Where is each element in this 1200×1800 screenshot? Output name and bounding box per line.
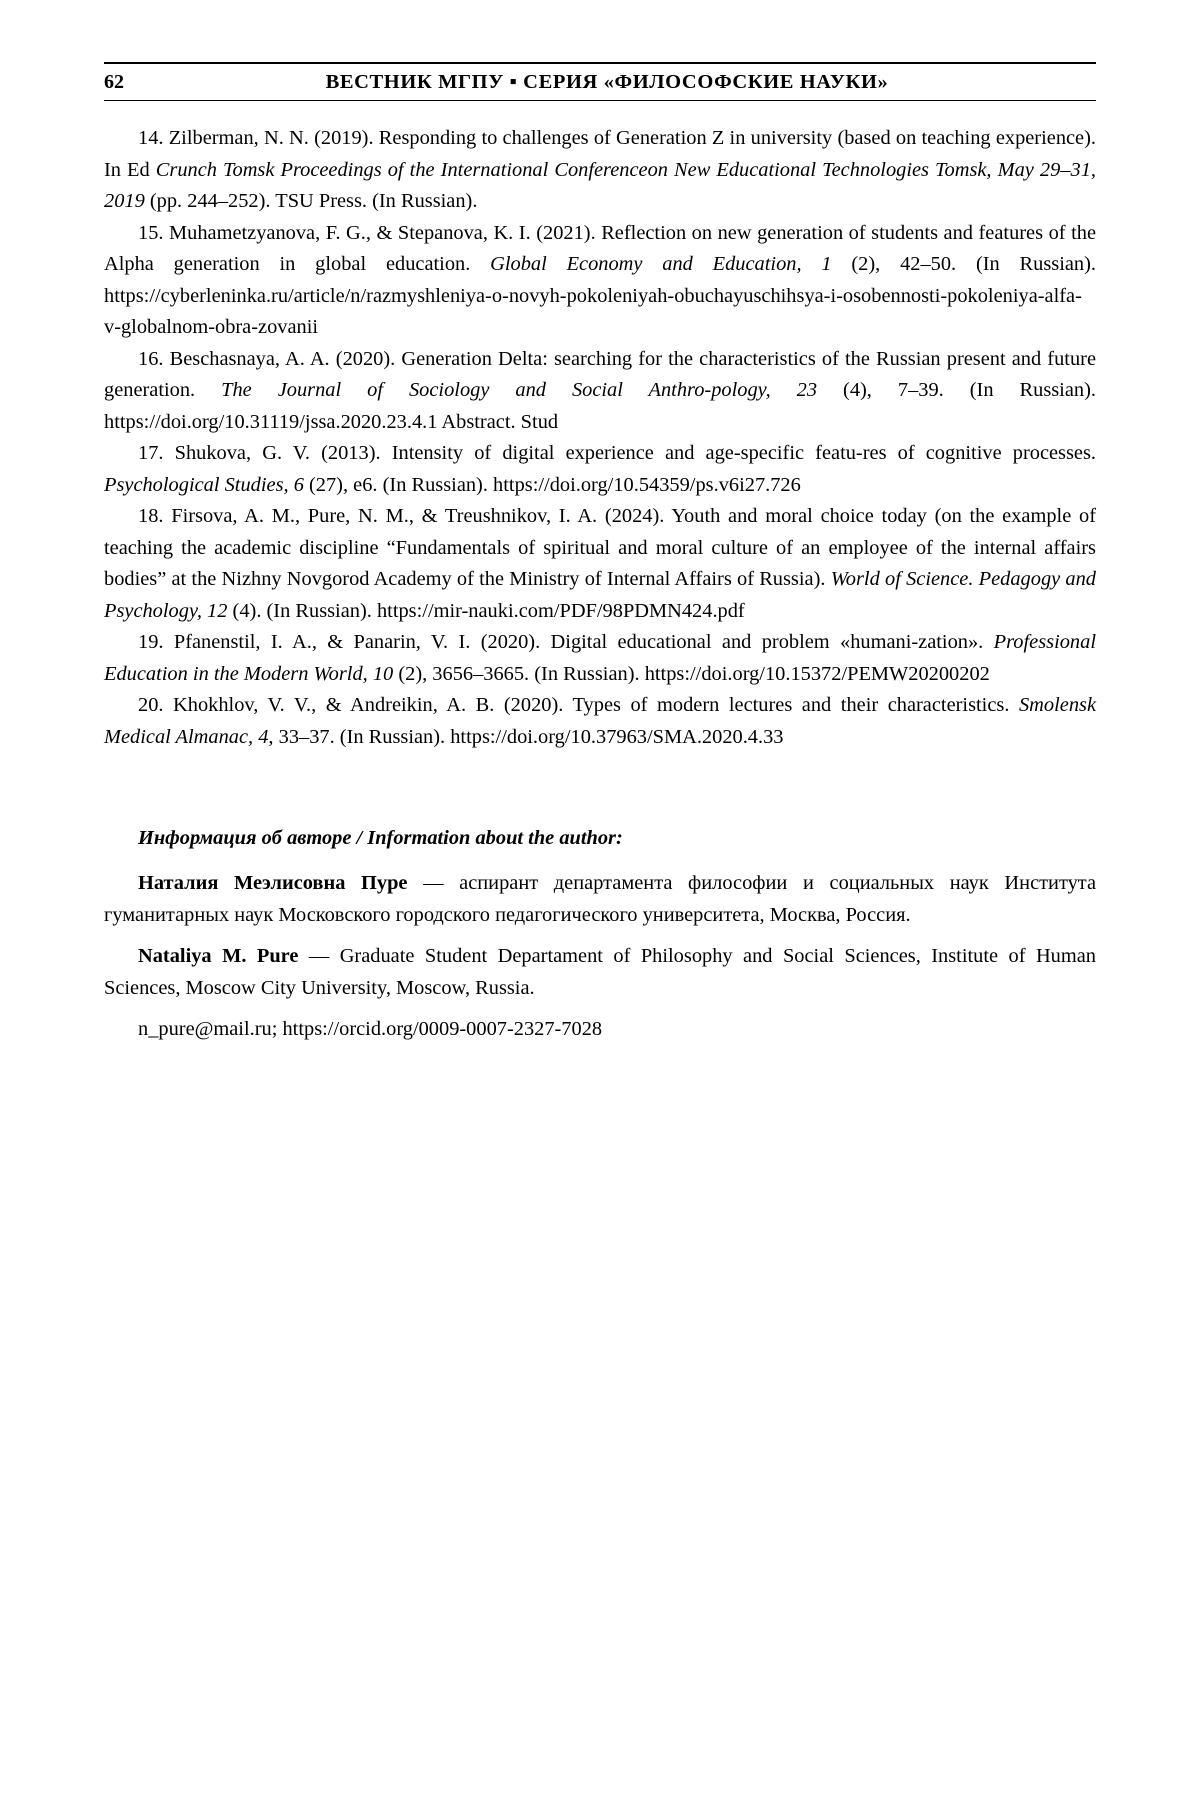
reference-text: 20. Khokhlov, V. V., & Andreikin, A. B. (2020). Types of modern lectures and their characteristics.: [138, 694, 1019, 716]
reference-text: 17. Shukova, G. V. (2013). Intensity of digital experience and age-specific featu-res of cognitive processes.: [138, 442, 1096, 464]
author-name-ru: Наталия Меэлисовна Пуре: [138, 872, 408, 894]
author-name-en: Nataliya M. Pure: [138, 945, 299, 967]
author-affiliation-en: — Graduate Student Departament of Philosophy and Social Sciences, Institute of Human Sciences, Moscow City University, Moscow, Russia.: [104, 945, 1096, 999]
running-head: [104, 64, 1096, 100]
reference-source-title: Global Economy and Education, 1: [490, 253, 832, 275]
reference-item: [104, 501, 1096, 627]
reference-source-title: Crunch Tomsk Proceedings of the International Conferenceon New Educational Technologies Tomsk, May 29–31, 2019: [104, 158, 1096, 212]
reference-item: [104, 438, 1096, 501]
reference-text: (4), 7–39. (In Russian). https://doi.org/10.31119/jssa.2020.23.4.1 Abstract. Stud: [104, 379, 1096, 433]
reference-item: [104, 690, 1096, 753]
reference-item: [104, 627, 1096, 690]
reference-list: [104, 123, 1096, 753]
page-number: 62: [104, 71, 124, 93]
reference-item: [104, 344, 1096, 439]
reference-text: (27), e6. (In Russian). https://doi.org/10.54359/ps.v6i27.726: [303, 473, 801, 496]
reference-source-title: World of Science. Pedagogy and Psychology, 12: [104, 568, 1096, 622]
author-affiliation-ru: — аспирант департамента философии и социальных наук Института гуманитарных наук Московского городского педагогического университета, Москва, Россия.: [104, 872, 1096, 926]
reference-text: 14. Zilberman, N. N. (2019). Responding to challenges of Generation Z in university (based on teaching experience). In Ed: [104, 127, 1096, 181]
reference-text: 16. Beschasnaya, A. A. (2020). Generation Delta: searching for the characteristics of the Russian present and future generation.: [104, 347, 1096, 401]
reference-text: (4). (In Russian). https://mir-nauki.com/PDF/98PDMN424.pdf: [227, 599, 745, 622]
reference-source-title: Smolensk Medical Almanac, 4: [104, 694, 1096, 748]
reference-text: 19. Pfanenstil, I. A., & Panarin, V. I. (2020). Digital educational and problem «humani-zation».: [138, 631, 994, 653]
journal-title: ВЕСТНИК МГПУ ▪ СЕРИЯ «ФИЛОСОФСКИЕ НАУКИ»: [325, 71, 889, 93]
reference-text: (2), 3656–3665. (In Russian). https://doi.org/10.15372/PEMW20200202: [393, 662, 990, 685]
header-rule-bottom: [104, 100, 1096, 101]
reference-source-title: The Journal of Sociology and Social Anthro-pology, 23: [221, 379, 818, 401]
page-content: [104, 62, 1096, 1046]
reference-text: (2), 42–50. (In Russian). https://cyberleninka.ru/article/n/razmyshleniya-o-novyh-pokoleniyah-obuchayuschihsya-i-osobennosti-pokoleniya-alfa-v-globalnom-obra-zovanii: [104, 253, 1097, 338]
reference-text: (pp. 244–252). TSU Press. (In Russian).: [144, 190, 478, 212]
author-info-russian: [104, 868, 1096, 931]
author-information-block: [104, 823, 1096, 1046]
reference-text: 18. Firsova, A. M., Pure, N. M., & Treushnikov, I. A. (2024). Youth and moral choice today (on the example of teaching the academic discipline “Fundamentals of spiritual and moral culture of an employee of the internal affairs bodies” at the Nizhny Novgorod Academy of the Ministry of Internal Affairs of Russia).: [104, 505, 1096, 590]
reference-text: 15. Muhametzyanova, F. G., & Stepanova, K. I. (2021). Reflection on new generation of students and features of the Alpha generation in global education.: [104, 221, 1096, 275]
reference-source-title: Professional Education in the Modern World, 10: [104, 631, 1096, 685]
author-contact: n_pure@mail.ru; https://orcid.org/0009-0007-2327-7028: [138, 1018, 603, 1040]
author-info-heading: Информация об авторе / Information about the author:: [138, 827, 623, 849]
author-info-english: [104, 941, 1096, 1004]
reference-source-title: Psychological Studies, 6: [104, 473, 304, 496]
reference-item: [104, 218, 1096, 344]
reference-item: [104, 123, 1096, 218]
reference-text: , 33–37. (In Russian). https://doi.org/10.37963/SMA.2020.4.33: [268, 725, 784, 748]
